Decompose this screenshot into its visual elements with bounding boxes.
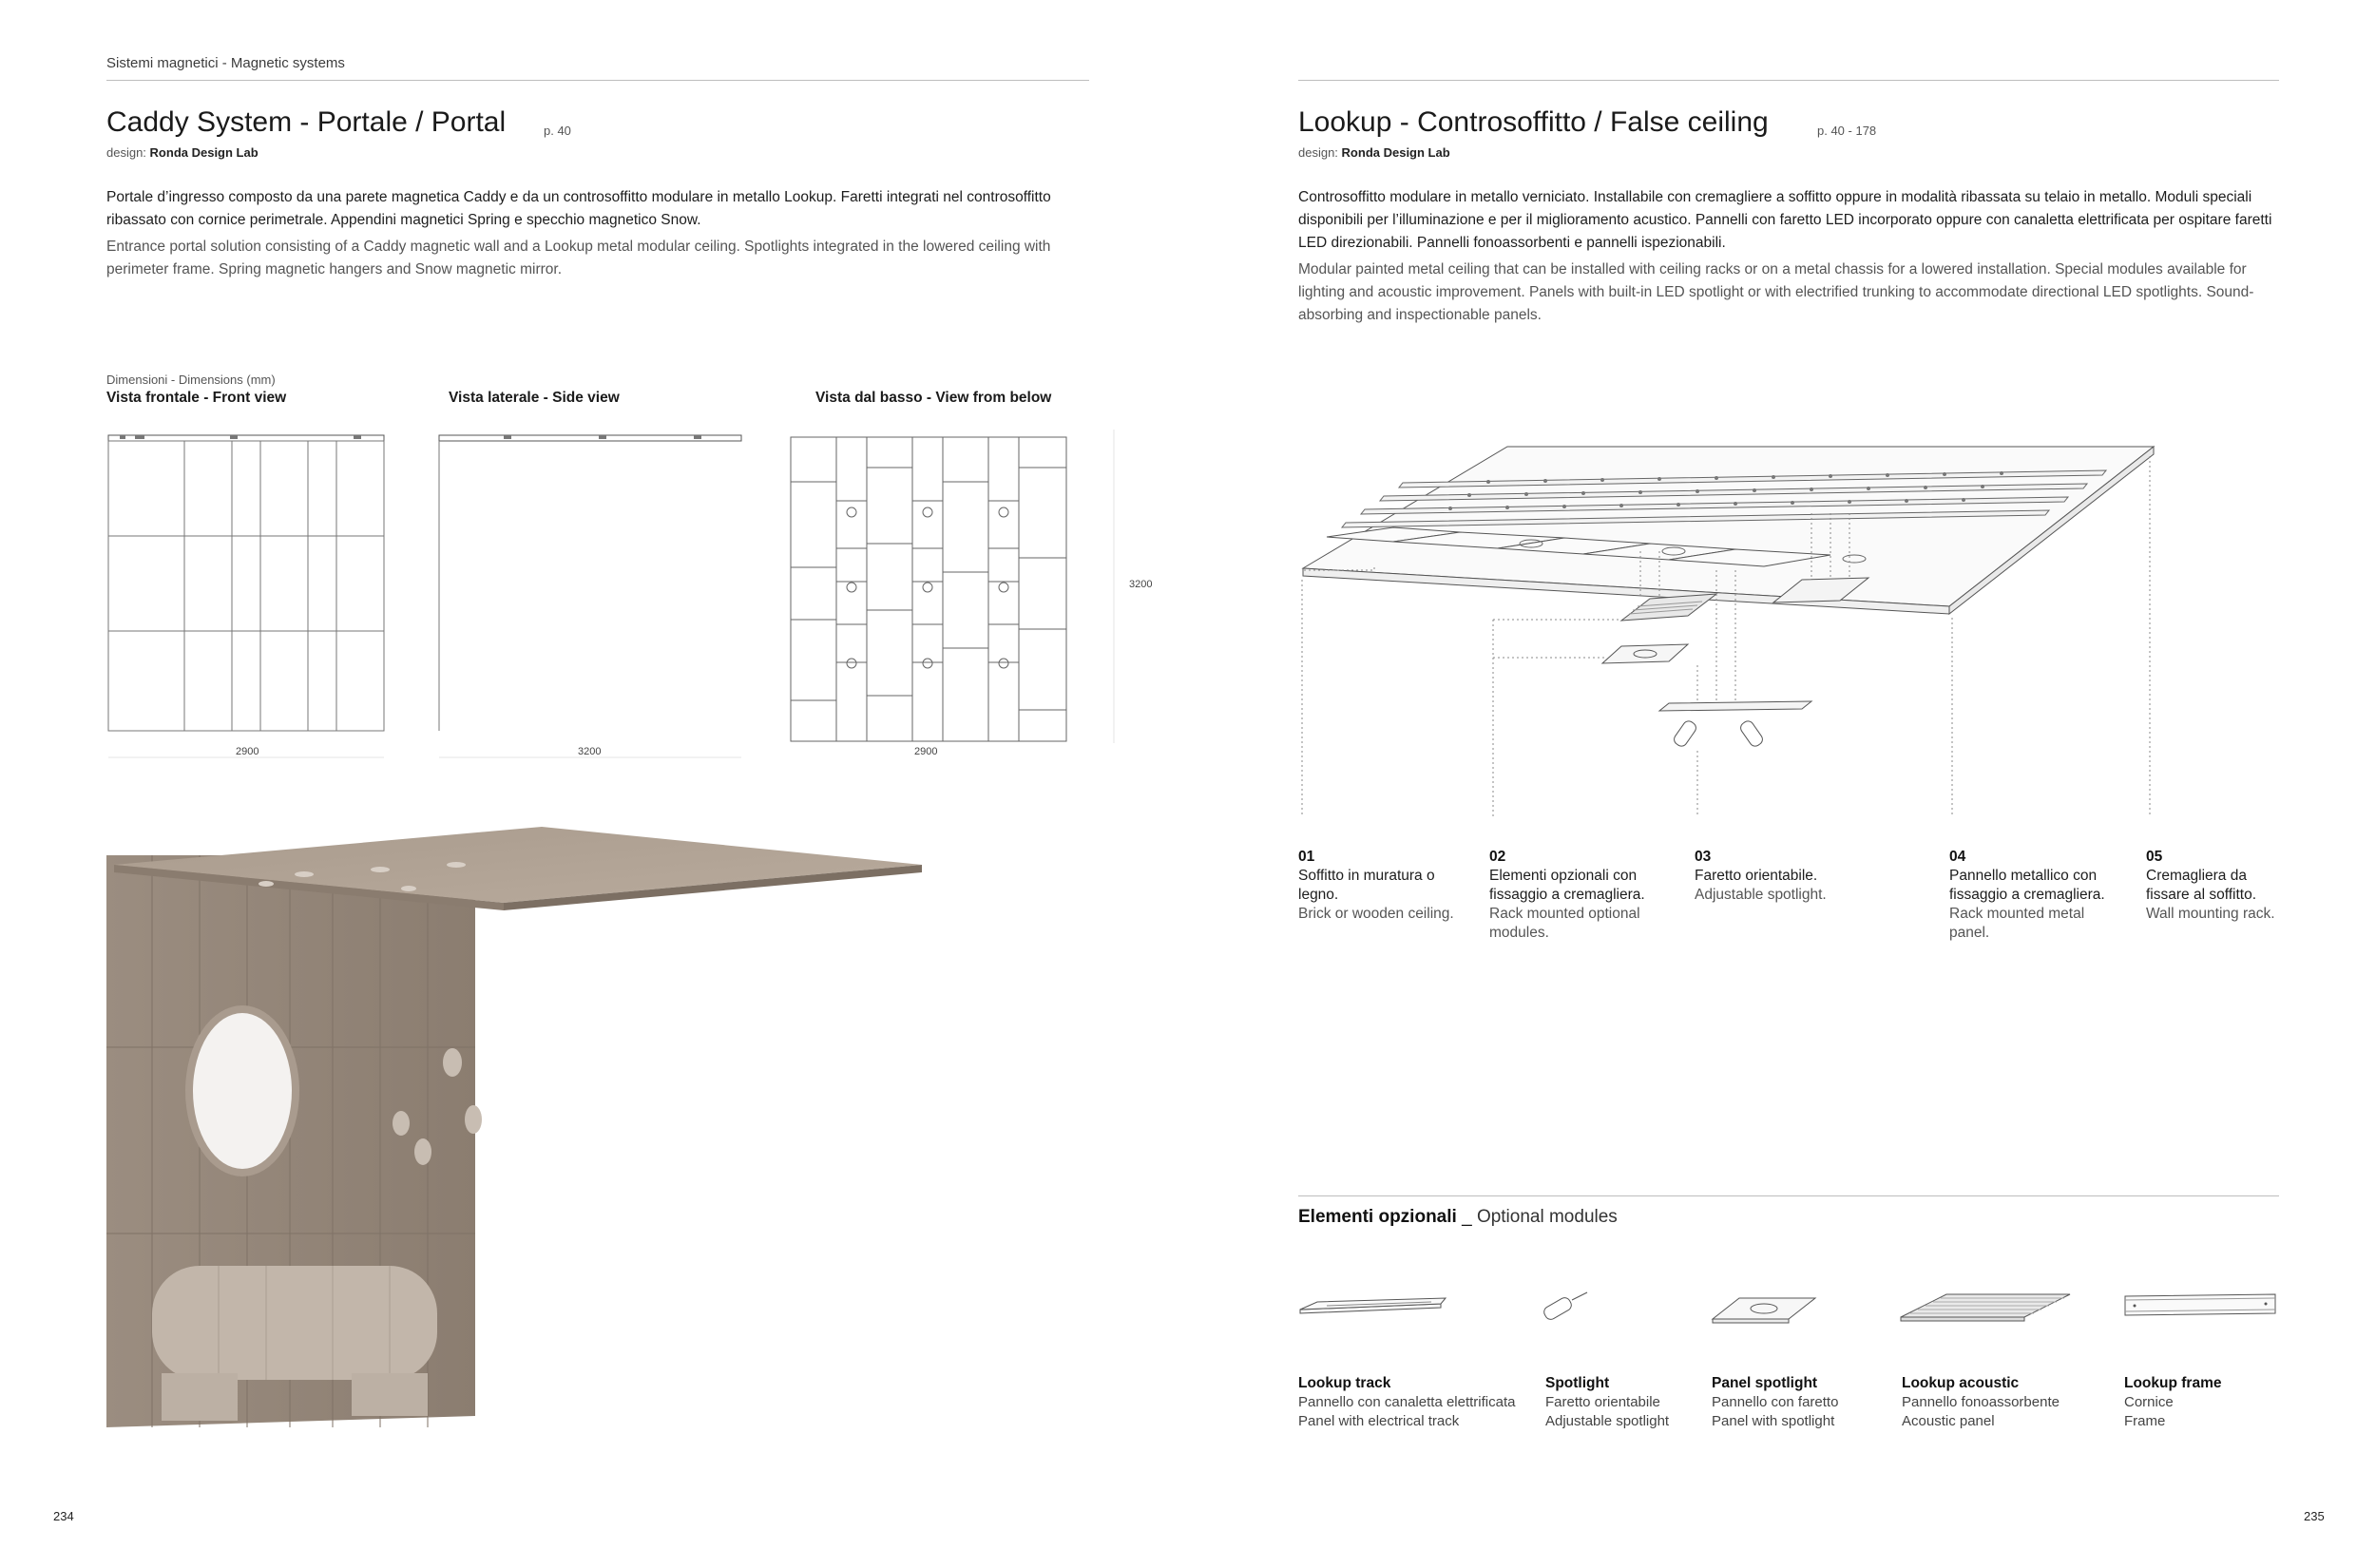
front-view-drawing: [106, 430, 392, 772]
callout-05: [2146, 848, 2284, 924]
optional-title-en: Optional modules: [1476, 1207, 1618, 1227]
module-name: Panel spotlight: [1712, 1375, 1818, 1391]
description-en-right: Modular painted metal ceiling that can be installed with ceiling racks or on a metal chassis for a lowered installation. Special modules available for lighting and acoustic improvement. Panels with built-in LED spotlight or with electrified trunking to accommodate directional LED spotlights. Sound-absorbing and inspectionable panels.: [1298, 261, 2254, 323]
callout-text-en: Wall mounting rack.: [2146, 906, 2275, 922]
header-divider-left: [106, 80, 1089, 81]
side-view-drawing: [437, 430, 751, 772]
page-title-right: Lookup - Controsoffitto / False ceiling: [1298, 106, 1769, 138]
designer-name: Ronda Design Lab: [149, 145, 259, 160]
module-desc-it: Pannello con faretto: [1712, 1394, 1839, 1410]
module-name: Lookup frame: [2124, 1375, 2222, 1391]
callout-text-it: Pannello metallico con fissaggio a cremagliera.: [1949, 868, 2105, 903]
design-label: design:: [1298, 145, 1338, 160]
callout-01: [1298, 848, 1479, 924]
callout-number: 05: [2146, 849, 2163, 865]
bottom-view-width-label: 2900: [914, 746, 938, 757]
callout-number: 02: [1489, 849, 1506, 865]
module-desc-en: Panel with electrical track: [1298, 1413, 1460, 1429]
page-ref-right: p. 40 - 178: [1817, 124, 1877, 138]
designer-name: Ronda Design Lab: [1341, 145, 1450, 160]
optional-modules-title: [1298, 1207, 1618, 1228]
front-view-width-label: 2900: [236, 746, 259, 757]
lookup-track-icon: [1298, 1283, 1460, 1330]
module-lookup-track: [1298, 1374, 1536, 1431]
spotlight-icon: [1545, 1283, 1602, 1330]
module-lookup-frame: [2124, 1374, 2281, 1431]
callout-text-en: Brick or wooden ceiling.: [1298, 906, 1454, 922]
front-view-title: Vista frontale - Front view: [106, 390, 287, 406]
bottom-view-title: Vista dal basso - View from below: [815, 390, 1052, 406]
optional-title-separator: _: [1456, 1207, 1477, 1227]
callout-number: 04: [1949, 849, 1966, 865]
module-desc-en: Frame: [2124, 1413, 2166, 1429]
side-view-width-label: 3200: [578, 746, 602, 757]
bottom-view-drawing: [789, 430, 1131, 772]
page-title-left: Caddy System - Portale / Portal: [106, 106, 507, 138]
callout-04: [1949, 848, 2120, 943]
section-label: Sistemi magnetici - Magnetic systems: [106, 55, 345, 71]
designer-credit-right: [1298, 145, 1450, 160]
page-ref-left: p. 40: [544, 124, 571, 138]
callout-text-it: Elementi opzionali con fissaggio a cremagliera.: [1489, 868, 1645, 903]
module-desc-en: Panel with spotlight: [1712, 1413, 1835, 1429]
bottom-view-height-label: 3200: [1129, 579, 1153, 590]
panel-spotlight-icon: [1711, 1285, 1825, 1332]
callout-02: [1489, 848, 1665, 943]
optional-divider: [1298, 1195, 2279, 1196]
module-panel-spotlight: [1712, 1374, 1892, 1431]
module-desc-it: Pannello con canaletta elettrificata: [1298, 1394, 1516, 1410]
description-it-right: Controsoffitto modulare in metallo verniciato. Installabile con cremagliere a soffitto oppure in modalità ribassata su telaio in metallo. Moduli speciali disponibili per l’illuminazione e per il miglioramento acustico. Pannelli con faretto LED incorporato oppure con canaletta elettrificata per ospitare faretti LED direzionabili. Pannelli fonoassorbenti e pannelli ispezionabili.: [1298, 189, 2272, 251]
callout-text-en: Rack mounted optional modules.: [1489, 906, 1640, 941]
designer-credit-left: [106, 145, 259, 160]
portal-render-image: [95, 798, 931, 1444]
side-view-title: Vista laterale - Side view: [449, 390, 620, 406]
header-divider-right: [1298, 80, 2279, 81]
ceiling-exploded-diagram: [1298, 437, 2287, 846]
module-spotlight: [1545, 1374, 1707, 1431]
module-name: Spotlight: [1545, 1375, 1610, 1391]
description-it-left: Portale d’ingresso composto da una parete magnetica Caddy e da un controsoffitto modulare in metallo Lookup. Faretti integrati nel controsoffitto ribassato con cornice perimetrale. Appendini magnetici Spring e specchio magnetico Snow.: [106, 189, 1051, 228]
page-number-left: 234: [53, 1509, 74, 1523]
module-desc-en: Acoustic panel: [1902, 1413, 1995, 1429]
design-label: design:: [106, 145, 146, 160]
callout-number: 03: [1695, 849, 1712, 865]
callout-number: 01: [1298, 849, 1315, 865]
callout-text-it: Cremagliera da fissare al soffitto.: [2146, 868, 2257, 903]
module-lookup-acoustic: [1902, 1374, 2111, 1431]
callout-text-it: Soffitto in muratura o legno.: [1298, 868, 1435, 903]
description-en-left: Entrance portal solution consisting of a Caddy magnetic wall and a Lookup metal modular ceiling. Spotlights integrated in the lowered ceiling with perimeter frame. Spring magnetic hangers and Snow magnetic mirror.: [106, 239, 1051, 277]
dimensions-label: Dimensioni - Dimensions (mm): [106, 373, 276, 387]
callout-03: [1695, 848, 1885, 905]
callout-text-en: Adjustable spotlight.: [1695, 887, 1827, 903]
module-desc-it: Cornice: [2124, 1394, 2174, 1410]
optional-title-it: Elementi opzionali: [1298, 1207, 1457, 1227]
module-name: Lookup track: [1298, 1375, 1391, 1391]
callout-text-en: Rack mounted metal panel.: [1949, 906, 2085, 941]
lookup-acoustic-icon: [1899, 1283, 2079, 1330]
module-desc-it: Faretto orientabile: [1545, 1394, 1660, 1410]
callout-text-it: Faretto orientabile.: [1695, 868, 1818, 884]
module-name: Lookup acoustic: [1902, 1375, 2020, 1391]
lookup-frame-icon: [2123, 1285, 2285, 1332]
module-desc-it: Pannello fonoassorbente: [1902, 1394, 2060, 1410]
module-desc-en: Adjustable spotlight: [1545, 1413, 1670, 1429]
page-number-right: 235: [2304, 1509, 2325, 1523]
